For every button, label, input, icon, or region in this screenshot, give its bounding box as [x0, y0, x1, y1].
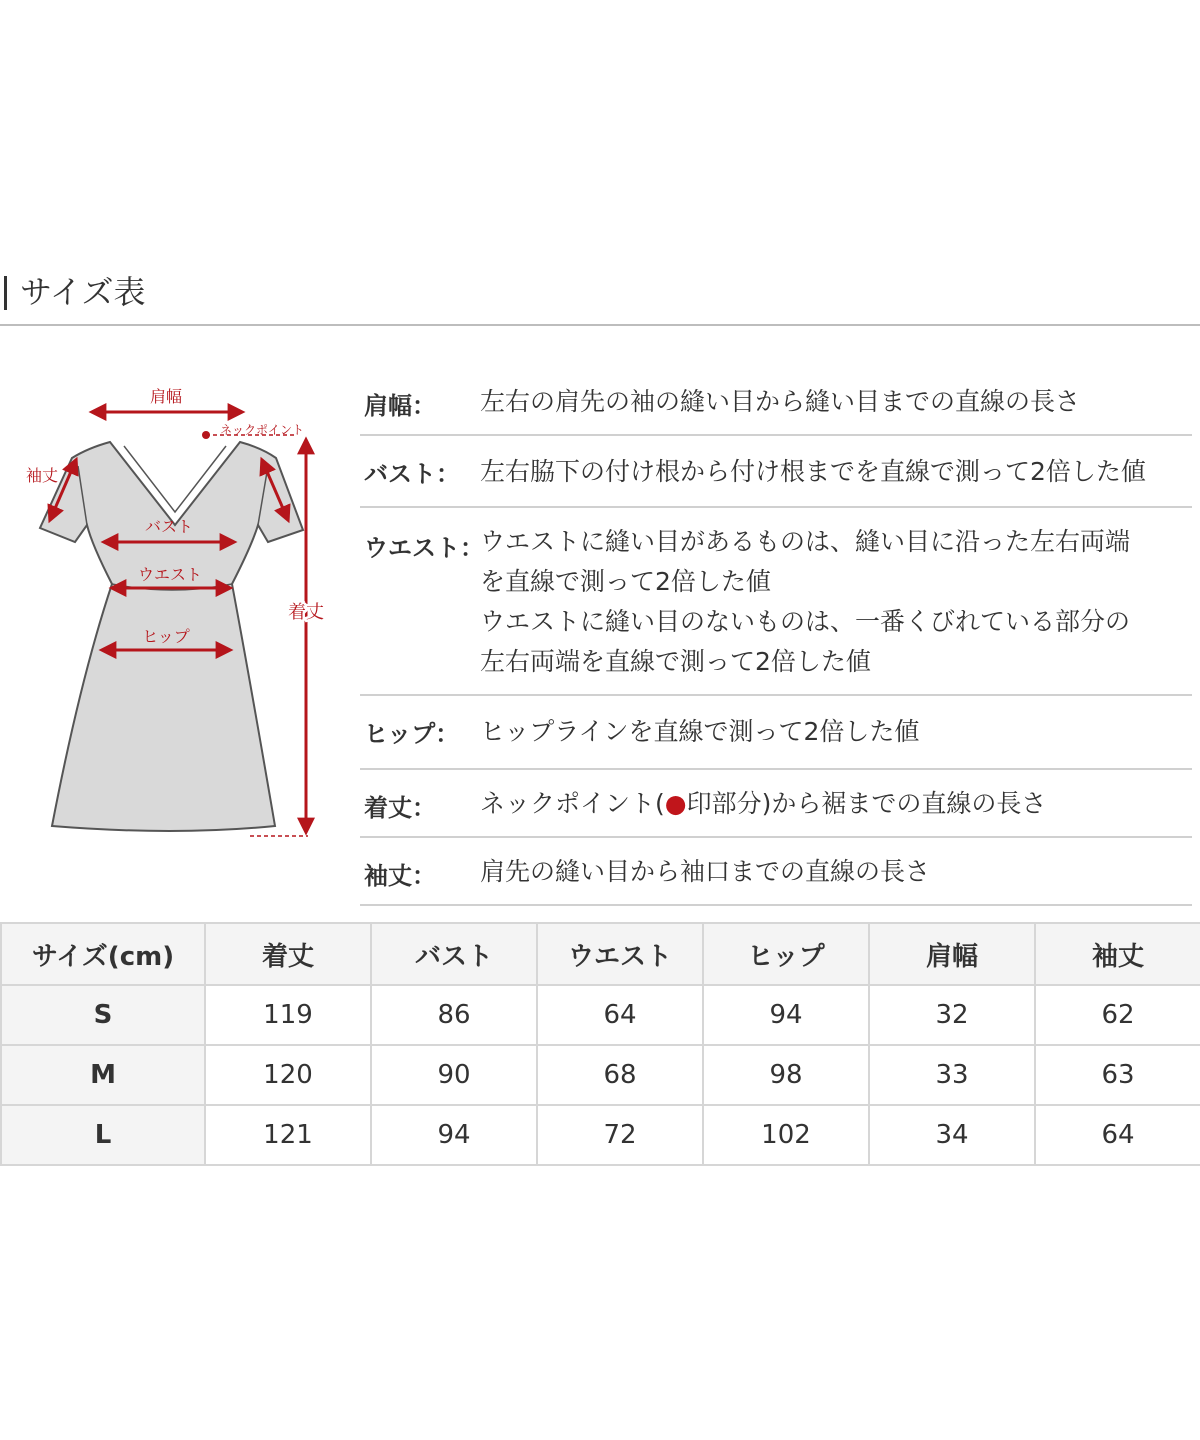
garment-diagram [0, 380, 340, 850]
definition-text [480, 712, 1192, 752]
table-cell: 34 [869, 1105, 1035, 1165]
neck-point-marker: ● [664, 789, 687, 818]
length-label: 着丈 [288, 602, 324, 623]
column-header: バスト [371, 923, 537, 985]
table-row [1, 1105, 1200, 1165]
definition-text [480, 452, 1192, 492]
page-title: サイズ表 [20, 273, 146, 311]
size-table [0, 922, 1200, 1166]
hip-label: ヒップ [142, 627, 190, 646]
table-cell: 120 [205, 1045, 371, 1105]
column-header: 袖丈 [1035, 923, 1200, 985]
definition-term: 肩幅： [364, 392, 436, 420]
bust-label: バスト [144, 517, 194, 536]
table-cell: 68 [537, 1045, 703, 1105]
table-cell: 121 [205, 1105, 371, 1165]
table-cell: 102 [703, 1105, 869, 1165]
table-cell: 63 [1035, 1045, 1200, 1105]
section-header [0, 268, 1200, 326]
column-header: ヒップ [703, 923, 869, 985]
definition-text [480, 784, 1192, 824]
title-accent-bar [4, 276, 7, 310]
table-cell: 94 [703, 985, 869, 1045]
table-cell: 94 [371, 1105, 537, 1165]
definition-term: ウエスト： [364, 534, 484, 562]
definition-line: 左右の肩先の袖の縫い目から縫い目までの直線の長さ [480, 387, 1081, 416]
table-cell: 90 [371, 1045, 537, 1105]
measurement-definitions [360, 380, 1192, 906]
definition-text-part: ネックポイント( [480, 789, 665, 818]
definition-line: を直線で測って2倍した値 [480, 567, 771, 596]
table-header-row [1, 923, 1200, 985]
size-label: M [1, 1045, 205, 1105]
table-row [1, 985, 1200, 1045]
shoulder-label: 肩幅 [149, 387, 183, 406]
definition-row-bust [360, 436, 1192, 508]
definition-text-part: 印部分)から裾までの直線の長さ [686, 789, 1047, 818]
definition-term: 着丈： [364, 794, 436, 822]
table-cell: 33 [869, 1045, 1035, 1105]
definition-row-shoulder [360, 380, 1192, 436]
table-cell: 72 [537, 1105, 703, 1165]
definition-line: ウエストに縫い目のないものは、一番くびれている部分の [480, 607, 1131, 636]
table-cell: 62 [1035, 985, 1200, 1045]
neck-point-label: ネックポイント [219, 423, 305, 437]
sleeve-label: 袖丈 [25, 466, 59, 485]
column-header: 肩幅 [869, 923, 1035, 985]
size-label: S [1, 985, 205, 1045]
column-header: サイズ(cm) [1, 923, 205, 985]
definition-line: 左右両端を直線で測って2倍した値 [480, 647, 871, 676]
table-cell: 32 [869, 985, 1035, 1045]
table-cell: 98 [703, 1045, 869, 1105]
size-label: L [1, 1105, 205, 1165]
waist-label: ウエスト [137, 565, 203, 584]
definition-text [480, 852, 1192, 892]
definition-line: ウエストに縫い目があるものは、縫い目に沿った左右両端 [480, 527, 1131, 556]
definition-text [480, 522, 1192, 682]
definition-term: バスト： [364, 460, 460, 488]
dress-illustration [0, 380, 340, 850]
definition-text [480, 382, 1192, 422]
definition-line: 左右脇下の付け根から付け根までを直線で測って2倍した値 [480, 457, 1146, 486]
table-cell: 64 [537, 985, 703, 1045]
definition-term: ヒップ： [364, 720, 460, 748]
table-cell: 119 [205, 985, 371, 1045]
definition-line: ヒップラインを直線で測って2倍した値 [480, 717, 920, 746]
table-row [1, 1045, 1200, 1105]
table-cell: 86 [371, 985, 537, 1045]
definition-row-length [360, 770, 1192, 838]
definition-row-waist [360, 508, 1192, 696]
column-header: 着丈 [205, 923, 371, 985]
definition-line: 肩先の縫い目から袖口までの直線の長さ [480, 857, 931, 886]
definition-line [480, 784, 1192, 824]
definition-row-hip [360, 696, 1192, 770]
table-cell: 64 [1035, 1105, 1200, 1165]
definition-row-sleeve [360, 838, 1192, 906]
column-header: ウエスト [537, 923, 703, 985]
definition-term: 袖丈： [364, 862, 436, 890]
